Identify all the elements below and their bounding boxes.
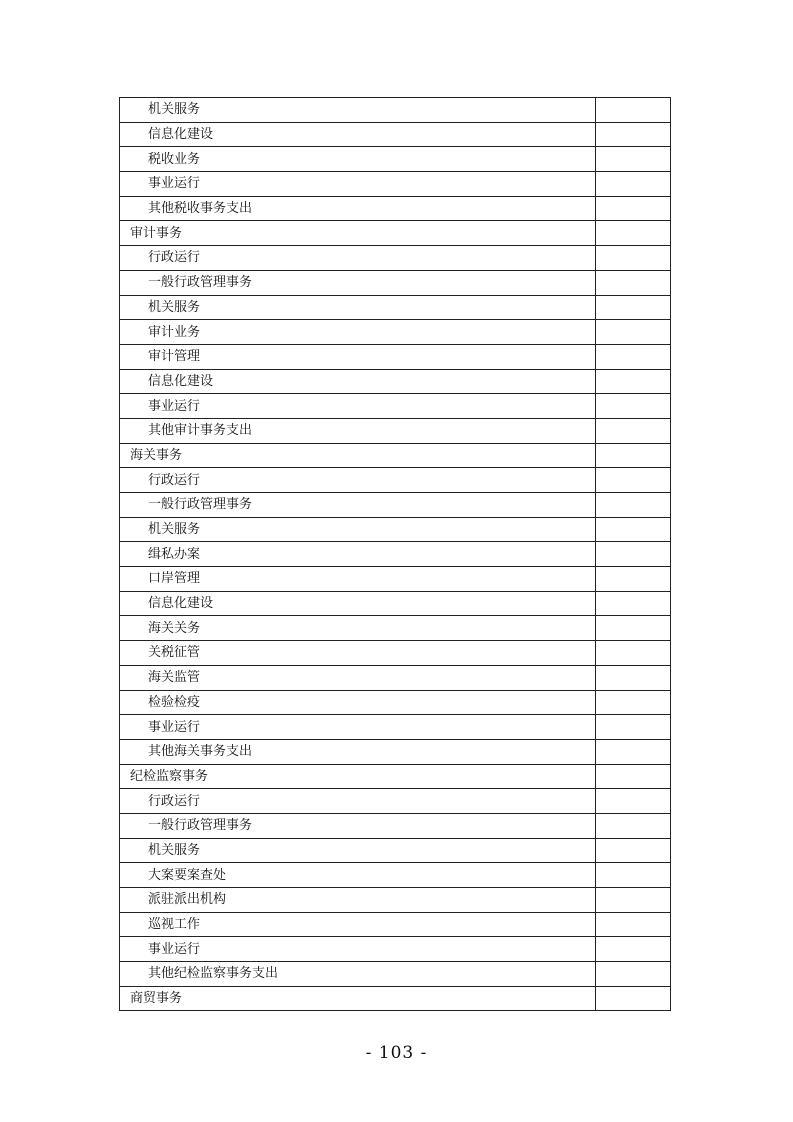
table-row xyxy=(120,122,671,147)
table-row xyxy=(120,98,671,123)
table-row xyxy=(120,665,671,690)
category-cell: 海关事务 xyxy=(120,443,596,468)
subitem-cell: 其他海关事务支出 xyxy=(120,739,596,764)
table-row xyxy=(120,863,671,888)
amount-cell xyxy=(596,122,671,147)
amount-cell xyxy=(596,196,671,221)
table-row xyxy=(120,641,671,666)
table-row xyxy=(120,986,671,1011)
subitem-cell: 机关服务 xyxy=(120,517,596,542)
amount-cell xyxy=(596,468,671,493)
amount-cell xyxy=(596,98,671,123)
table-row xyxy=(120,789,671,814)
amount-cell xyxy=(596,567,671,592)
amount-cell xyxy=(596,270,671,295)
amount-cell xyxy=(596,591,671,616)
subitem-cell: 税收业务 xyxy=(120,147,596,172)
subitem-cell: 信息化建设 xyxy=(120,122,596,147)
subitem-cell: 口岸管理 xyxy=(120,567,596,592)
table-row xyxy=(120,418,671,443)
subitem-cell: 其他税收事务支出 xyxy=(120,196,596,221)
table-row xyxy=(120,172,671,197)
subitem-cell: 行政运行 xyxy=(120,246,596,271)
amount-cell xyxy=(596,962,671,987)
table-row xyxy=(120,912,671,937)
subitem-cell: 关税征管 xyxy=(120,641,596,666)
page-number: - 103 - xyxy=(365,1043,428,1063)
table-body xyxy=(120,98,671,1011)
table-row xyxy=(120,468,671,493)
subitem-cell: 行政运行 xyxy=(120,789,596,814)
amount-cell xyxy=(596,616,671,641)
subitem-cell: 缉私办案 xyxy=(120,542,596,567)
subitem-cell: 海关监管 xyxy=(120,665,596,690)
table-row xyxy=(120,542,671,567)
amount-cell xyxy=(596,147,671,172)
category-cell: 商贸事务 xyxy=(120,986,596,1011)
amount-cell xyxy=(596,937,671,962)
amount-cell xyxy=(596,665,671,690)
amount-cell xyxy=(596,172,671,197)
table-row xyxy=(120,715,671,740)
subitem-cell: 巡视工作 xyxy=(120,912,596,937)
subitem-cell: 事业运行 xyxy=(120,715,596,740)
amount-cell xyxy=(596,542,671,567)
table-row xyxy=(120,517,671,542)
amount-cell xyxy=(596,789,671,814)
subitem-cell: 事业运行 xyxy=(120,937,596,962)
table-row xyxy=(120,196,671,221)
amount-cell xyxy=(596,221,671,246)
amount-cell xyxy=(596,418,671,443)
table-row xyxy=(120,320,671,345)
category-cell: 审计事务 xyxy=(120,221,596,246)
amount-cell xyxy=(596,838,671,863)
table-row xyxy=(120,493,671,518)
table-row xyxy=(120,690,671,715)
subitem-cell: 信息化建设 xyxy=(120,369,596,394)
amount-cell xyxy=(596,739,671,764)
table-row xyxy=(120,394,671,419)
subitem-cell: 审计业务 xyxy=(120,320,596,345)
amount-cell xyxy=(596,912,671,937)
amount-cell xyxy=(596,813,671,838)
category-cell: 纪检监察事务 xyxy=(120,764,596,789)
amount-cell xyxy=(596,443,671,468)
subitem-cell: 事业运行 xyxy=(120,394,596,419)
table-row xyxy=(120,888,671,913)
subitem-cell: 事业运行 xyxy=(120,172,596,197)
subitem-cell: 大案要案查处 xyxy=(120,863,596,888)
amount-cell xyxy=(596,320,671,345)
amount-cell xyxy=(596,986,671,1011)
table-row xyxy=(120,813,671,838)
subitem-cell: 审计管理 xyxy=(120,344,596,369)
table-row xyxy=(120,764,671,789)
table-row xyxy=(120,246,671,271)
subitem-cell: 派驻派出机构 xyxy=(120,888,596,913)
table-row xyxy=(120,443,671,468)
amount-cell xyxy=(596,888,671,913)
amount-cell xyxy=(596,690,671,715)
table-row xyxy=(120,591,671,616)
amount-cell xyxy=(596,295,671,320)
amount-cell xyxy=(596,394,671,419)
subitem-cell: 一般行政管理事务 xyxy=(120,493,596,518)
table-row xyxy=(120,344,671,369)
table-row xyxy=(120,962,671,987)
amount-cell xyxy=(596,863,671,888)
expenditure-table xyxy=(119,97,671,1011)
expenditure-table-container xyxy=(119,97,670,1011)
table-row xyxy=(120,369,671,394)
subitem-cell: 其他纪检监察事务支出 xyxy=(120,962,596,987)
table-row xyxy=(120,221,671,246)
subitem-cell: 机关服务 xyxy=(120,295,596,320)
amount-cell xyxy=(596,246,671,271)
table-row xyxy=(120,567,671,592)
subitem-cell: 机关服务 xyxy=(120,838,596,863)
subitem-cell: 一般行政管理事务 xyxy=(120,270,596,295)
table-row xyxy=(120,616,671,641)
table-row xyxy=(120,838,671,863)
amount-cell xyxy=(596,715,671,740)
subitem-cell: 检验检疫 xyxy=(120,690,596,715)
table-row xyxy=(120,295,671,320)
table-row xyxy=(120,739,671,764)
table-row xyxy=(120,270,671,295)
amount-cell xyxy=(596,641,671,666)
subitem-cell: 其他审计事务支出 xyxy=(120,418,596,443)
table-row xyxy=(120,147,671,172)
amount-cell xyxy=(596,369,671,394)
amount-cell xyxy=(596,344,671,369)
amount-cell xyxy=(596,493,671,518)
table-row xyxy=(120,937,671,962)
amount-cell xyxy=(596,764,671,789)
subitem-cell: 信息化建设 xyxy=(120,591,596,616)
subitem-cell: 海关关务 xyxy=(120,616,596,641)
subitem-cell: 一般行政管理事务 xyxy=(120,813,596,838)
subitem-cell: 机关服务 xyxy=(120,98,596,123)
amount-cell xyxy=(596,517,671,542)
subitem-cell: 行政运行 xyxy=(120,468,596,493)
